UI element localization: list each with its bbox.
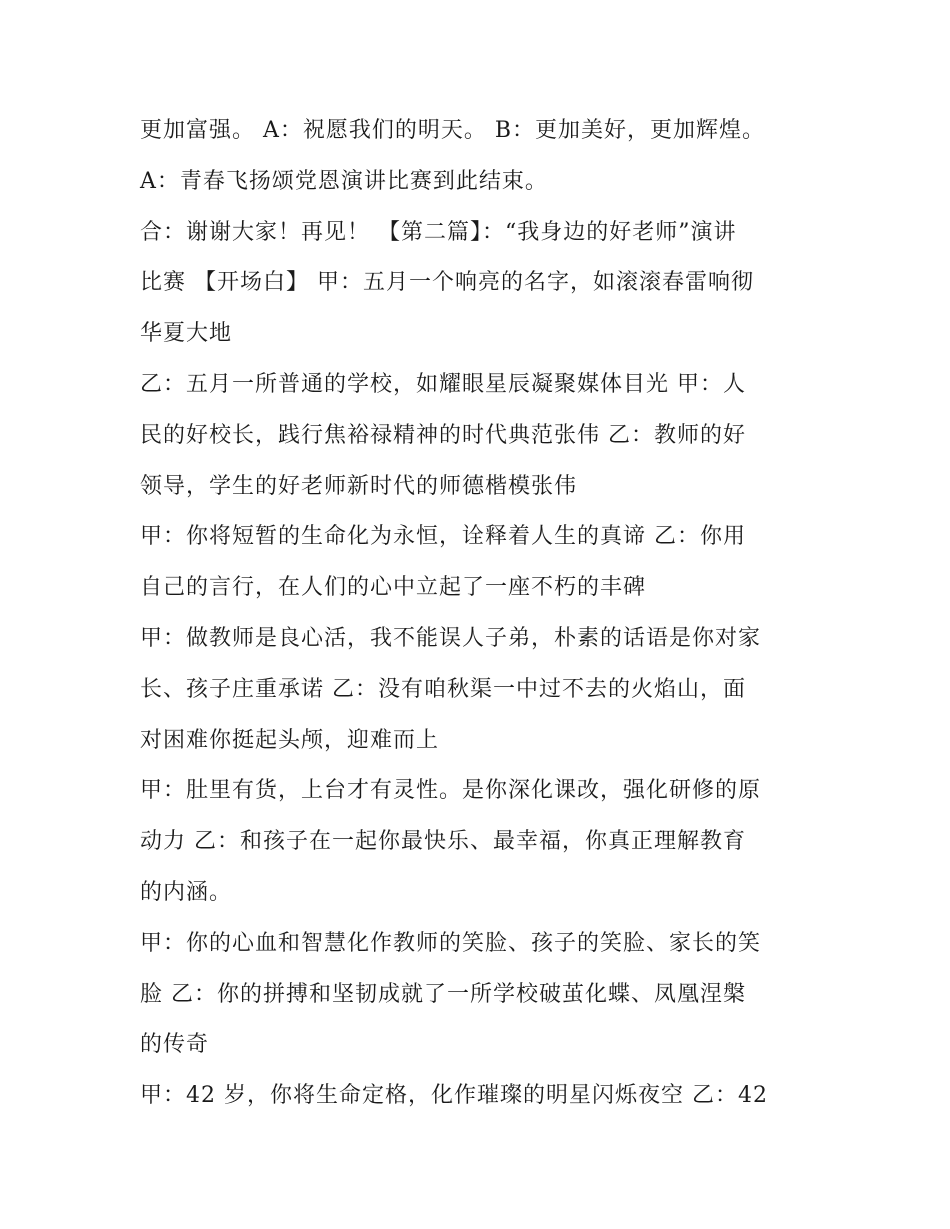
- text-line: 甲：你的心血和智慧化作教师的笑脸、孩子的笑脸、家长的笑: [140, 930, 762, 956]
- text-line: 甲：做教师是良心活，我不能误人子弟，朴素的话语是你对家: [140, 625, 762, 651]
- text-line: 合：谢谢大家！再见！ 【第二篇】：“我身边的好老师”演讲: [140, 219, 737, 245]
- text-line: 领导，学生的好老师新时代的师德楷模张伟: [140, 473, 578, 499]
- text-line: 动力 乙：和孩子在一起你最快乐、最幸福，你真正理解教育: [140, 829, 746, 855]
- text-line: 甲：你将短暂的生命化为永恒，诠释着人生的真谛 乙：你用: [140, 524, 746, 550]
- text-line: 比赛 【开场白】 甲：五月一个响亮的名字，如滚滚春雷响彻: [140, 270, 754, 296]
- text-line: 甲：42 岁，你将生命定格，化作璀璨的明星闪烁夜空 乙：42: [140, 1083, 768, 1109]
- text-line: 的传奇: [140, 1032, 210, 1058]
- text-line: 的内涵。: [140, 879, 233, 905]
- text-line: 甲：肚里有货，上台才有灵性。是你深化课改，强化研修的原: [140, 778, 762, 804]
- text-line: 对困难你挺起头颅，迎难而上: [140, 727, 440, 753]
- text-line: 华夏大地: [140, 321, 233, 347]
- text-line: 更加富强。 A：祝愿我们的明天。 B：更加美好，更加辉煌。: [140, 118, 766, 143]
- document-body: [140, 106, 820, 1122]
- text-line: 民的好校长，践行焦裕禄精神的时代典范张伟 乙：教师的好: [140, 422, 746, 448]
- text-line: A：青春飞扬颂党恩演讲比赛到此结束。: [140, 168, 548, 194]
- text-line: 乙：五月一所普通的学校，如耀眼星辰凝聚媒体目光 甲：人: [140, 371, 746, 397]
- text-line: 自己的言行，在人们的心中立起了一座不朽的丰碑: [140, 575, 647, 601]
- text-line: 长、孩子庄重承诺 乙：没有咱秋渠一中过不去的火焰山，面: [140, 676, 746, 702]
- text-line: 脸 乙：你的拼搏和坚韧成就了一所学校破茧化蝶、凤凰涅槃: [140, 981, 746, 1007]
